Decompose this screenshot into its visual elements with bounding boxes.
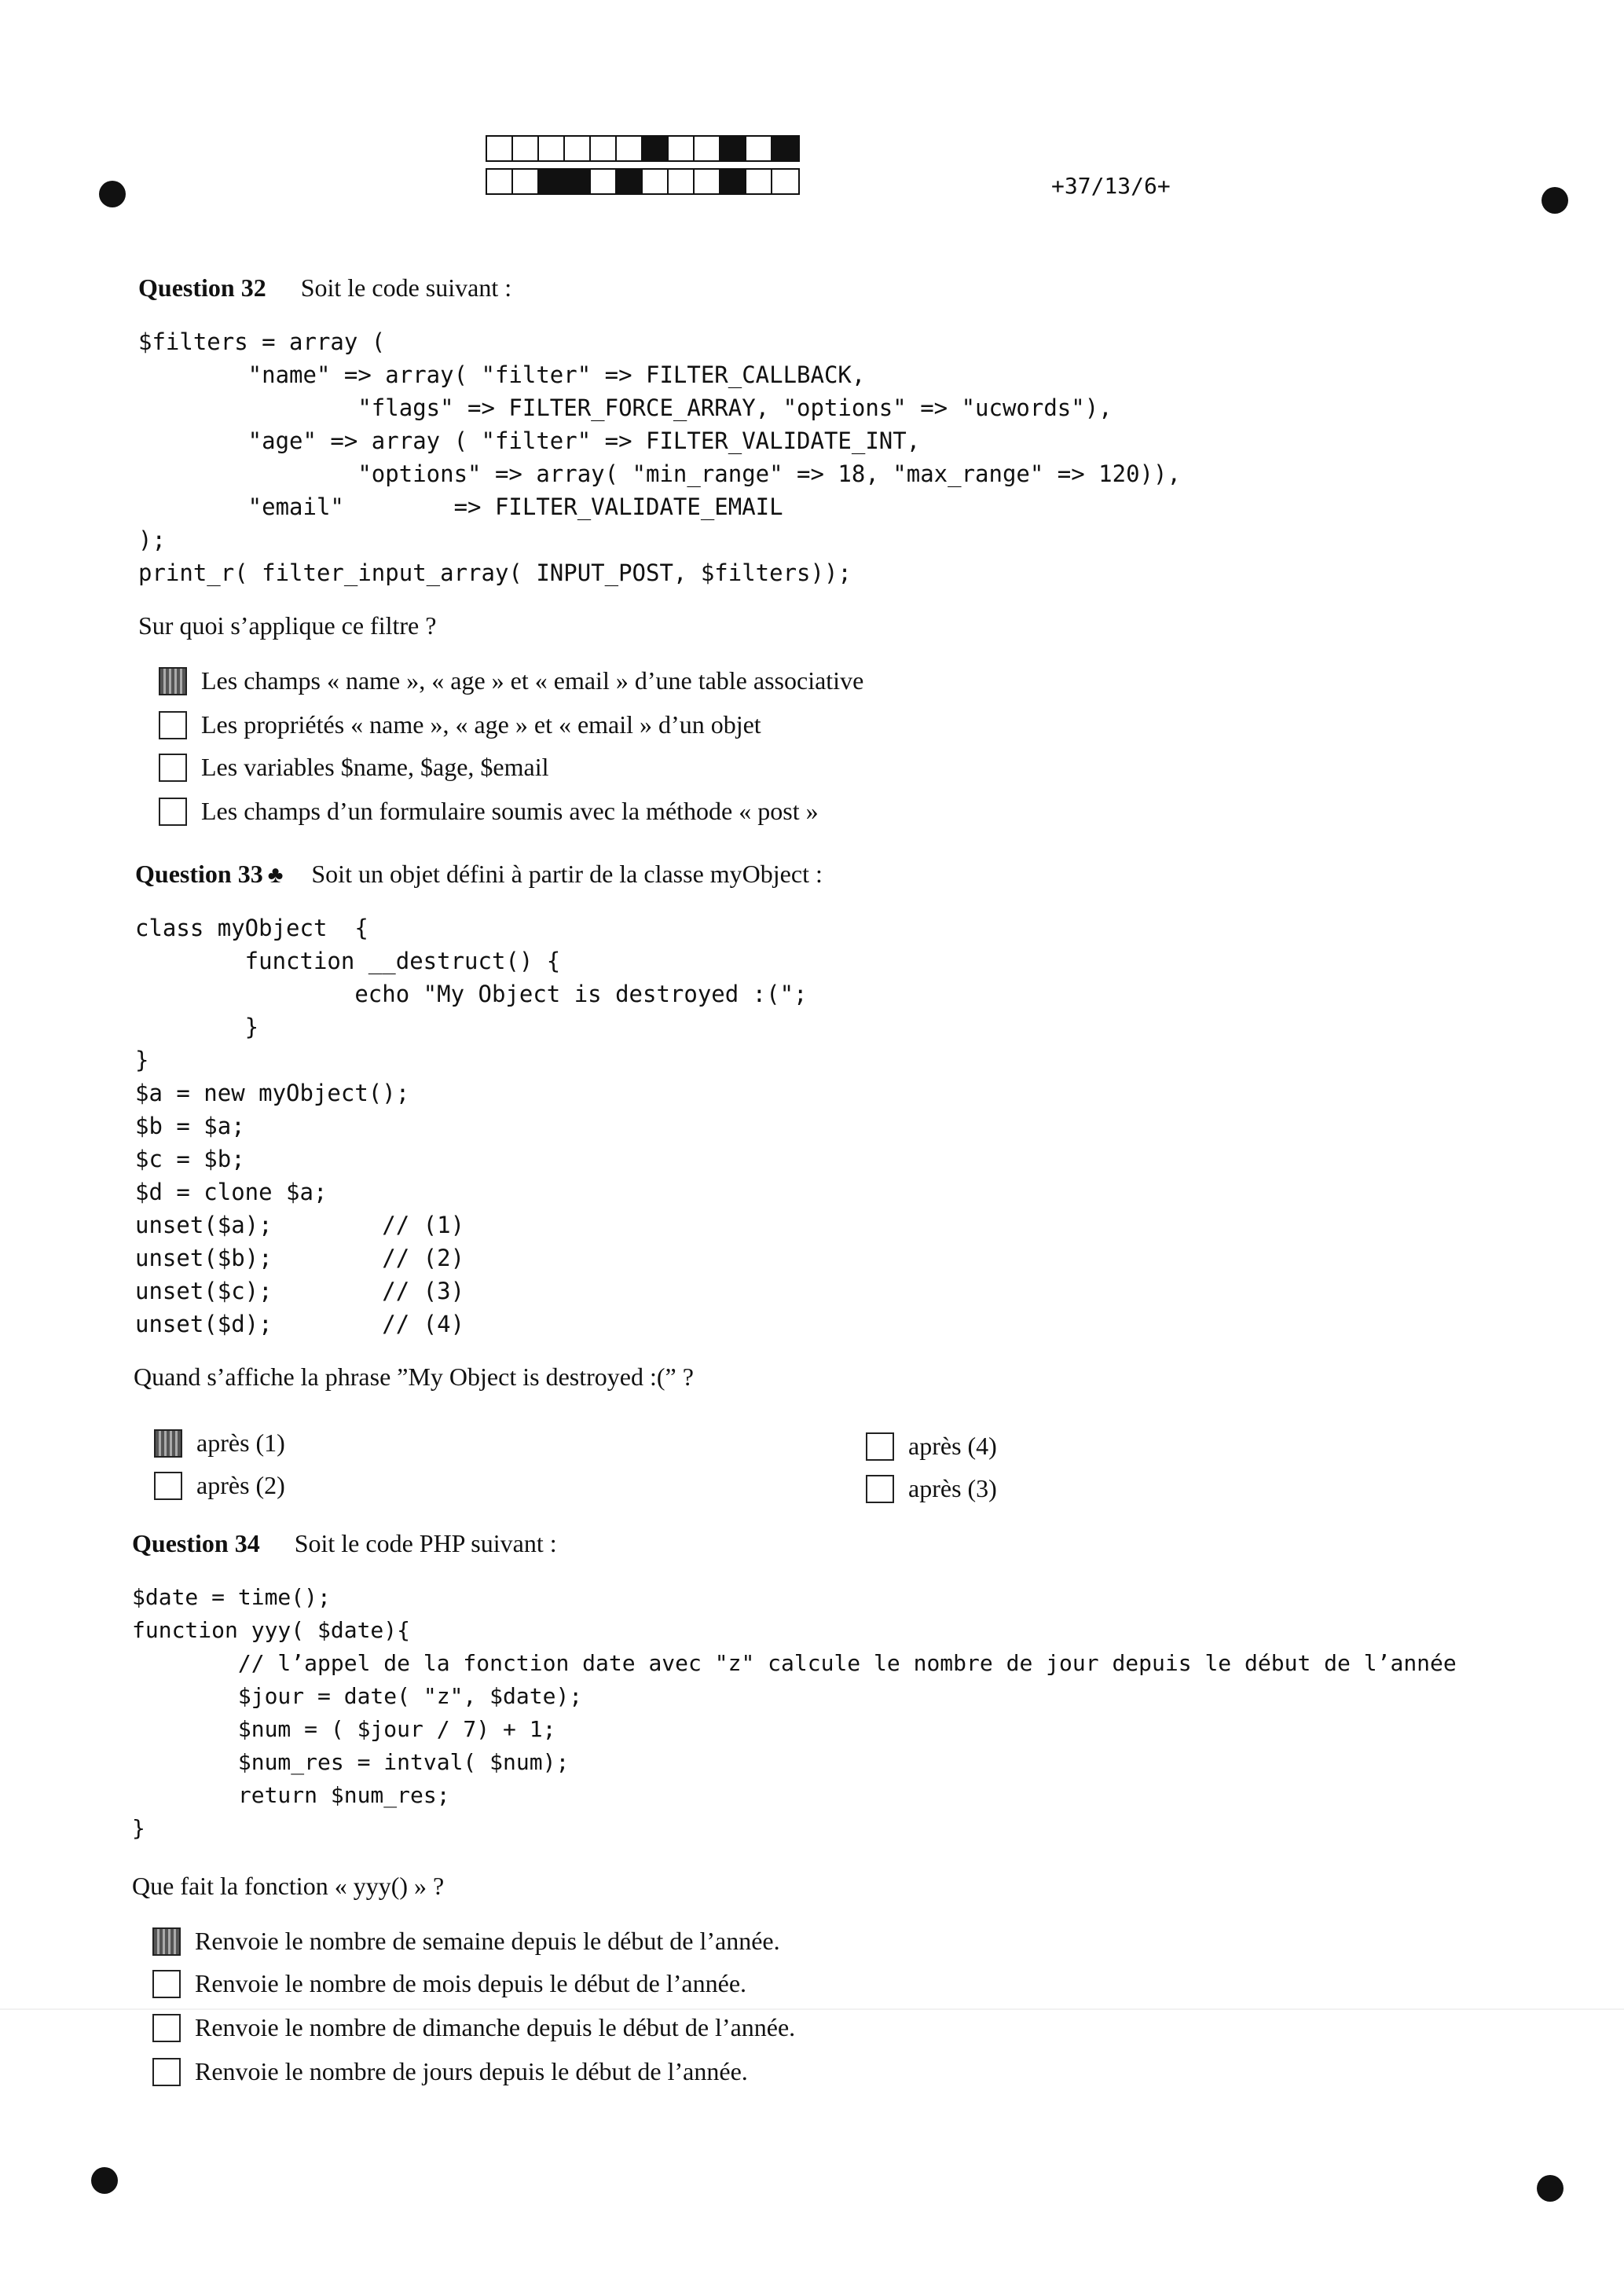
checkbox[interactable] [866,1432,894,1461]
question-34-heading [132,1529,557,1558]
checkbox[interactable] [866,1475,894,1503]
barcode-cell [720,170,746,193]
barcode-cell [487,170,513,193]
question-32-heading [138,273,511,303]
barcode-cell [539,137,565,160]
question-34-prompt: Que fait la fonction « yyy() » ? [132,1872,445,1900]
checkbox[interactable] [152,2058,181,2086]
option-label: Les champs d’un formulaire soumis avec la méthode « post » [201,797,819,825]
barcode-cell [772,137,798,160]
question-34-option-3[interactable] [152,2013,795,2042]
question-33-option-1[interactable] [154,1429,285,1458]
barcode-cell [591,170,617,193]
checkbox[interactable] [159,754,187,782]
question-33-heading [135,860,823,889]
question-33-option-4[interactable] [866,1474,997,1503]
option-label: après (3) [908,1474,997,1502]
club-icon: ♣ [267,862,284,888]
barcode-cell [746,170,772,193]
question-32-option-3[interactable] [159,753,548,782]
question-32-intro: Soit le code suivant : [300,273,512,302]
barcode-cell [513,170,539,193]
registration-mark-bottom-left [91,2167,118,2194]
option-label: Renvoie le nombre de mois depuis le début de l’année. [195,1969,747,1997]
question-33-option-2[interactable] [154,1471,285,1500]
option-label: Les propriétés « name », « age » et « email » d’un objet [201,710,761,739]
question-32-option-4[interactable] [159,797,819,826]
question-34-option-1[interactable] [152,1927,780,1956]
option-label: Renvoie le nombre de jours depuis le début de l’année. [195,2057,748,2085]
registration-mark-top-right [1542,187,1568,214]
option-label: après (4) [908,1432,997,1460]
question-33-intro: Soit un objet défini à partir de la classe myObject : [311,860,823,888]
barcode-cell [565,137,591,160]
registration-mark-bottom-right [1537,2175,1564,2202]
barcode-cell [591,137,617,160]
scan-artifact-line [0,2008,1624,2010]
question-34-option-2[interactable] [152,1969,746,1998]
barcode-cell [643,170,669,193]
question-33-label: Question 33 [135,860,263,888]
barcode-row-2 [486,168,800,195]
checkbox[interactable] [159,711,187,739]
question-32-prompt: Sur quoi s’applique ce filtre ? [138,611,437,640]
barcode-cell [565,170,591,193]
checkbox[interactable] [154,1429,182,1458]
question-34-intro: Soit le code PHP suivant : [294,1529,557,1557]
option-label: Les variables $name, $age, $email [201,753,549,781]
checkbox[interactable] [154,1472,182,1500]
checkbox[interactable] [152,1970,181,1998]
barcode-cell [746,137,772,160]
option-label: après (2) [196,1471,285,1499]
option-label: Les champs « name », « age » et « email » d’une table associative [201,666,864,695]
barcode-cell [617,137,643,160]
checkbox[interactable] [159,667,187,695]
question-33-code: class myObject { function __destruct() { echo "My Object is destroyed :("; } } $a = new myObject(); $b = $a; $c = $b; $d = clone $a; unset($a); // (1) unset($b); // (2) unset($c); // (3) unset($d); // (4) [135,915,808,1337]
question-33-option-3[interactable] [866,1432,997,1461]
barcode-cell [669,137,695,160]
barcode-cell [772,170,798,193]
question-32-code: $filters = array ( "name" => array( "filter" => FILTER_CALLBACK, "flags" => FILTER_FORCE_ARRAY, "options" => "ucwords"), "age" => array ( "filter" => FILTER_VALIDATE_INT, "options" => array( "min_range" => 18, "max_range" => 120)), "email" => FILTER_VALIDATE_EMAIL ); print_r( filter_input_array( INPUT_POST, $filters)); [138,328,1181,586]
question-32-option-2[interactable] [159,710,761,739]
question-32-option-1[interactable] [159,666,863,695]
question-34-code: $date = time(); function yyy( $date){ // l’appel de la fonction date avec "z" calcule le nombre de jour depuis le début de l’année $jour = date( "z", $date); $num = ( $jour / 7) + 1; $num_res = intval( $num); return $num_res; } [132,1584,1457,1841]
option-label: après (1) [196,1429,285,1457]
barcode-cell [487,137,513,160]
option-label: Renvoie le nombre de semaine depuis le début de l’année. [195,1927,780,1955]
barcode-cell [695,170,720,193]
barcode-cell [669,170,695,193]
question-34-label: Question 34 [132,1529,260,1557]
barcode-cell [539,170,565,193]
barcode-cell [513,137,539,160]
barcode-cell [720,137,746,160]
barcode-cell [695,137,720,160]
question-34-option-4[interactable] [152,2057,748,2086]
question-32-label: Question 32 [138,273,266,302]
checkbox[interactable] [152,2014,181,2042]
checkbox[interactable] [152,1927,181,1956]
page-code: +37/13/6+ [1051,173,1171,199]
question-33-prompt: Quand s’affiche la phrase ”My Object is destroyed :(” ? [134,1363,694,1391]
barcode-cell [617,170,643,193]
registration-mark-top-left [99,181,126,207]
barcode-cell [643,137,669,160]
barcode-row-1 [486,135,800,162]
checkbox[interactable] [159,798,187,826]
option-label: Renvoie le nombre de dimanche depuis le début de l’année. [195,2013,796,2041]
